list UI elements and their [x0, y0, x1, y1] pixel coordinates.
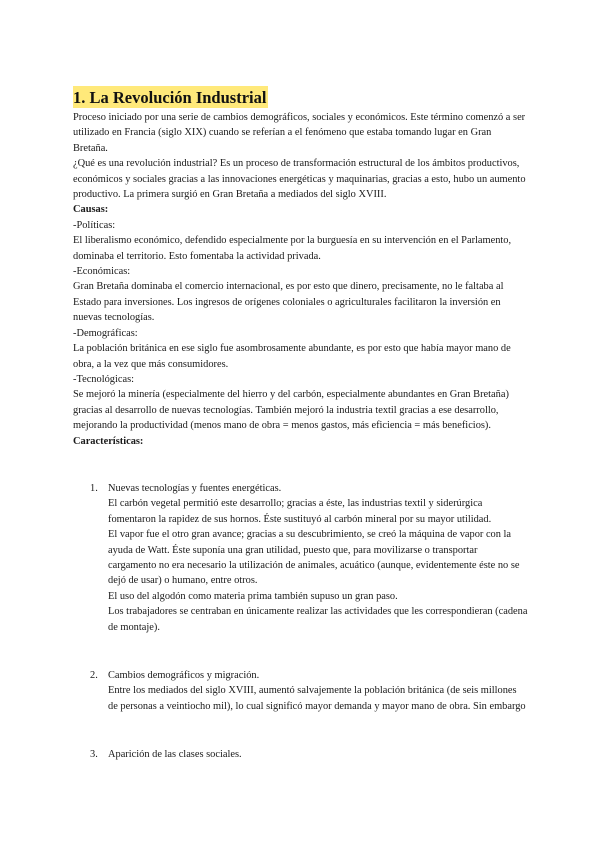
- list-number: 1.: [90, 482, 98, 494]
- causa-text-politicas: El liberalismo económico, defendido especialmente por la burguesía en su intervención en el Parlamento, dominaba el territorio. Esto fomentaba la actividad privada.: [73, 235, 512, 262]
- list-number: 3.: [90, 749, 98, 761]
- section-title: 1. La Revolución Industrial: [73, 88, 267, 107]
- list-item: [73, 668, 528, 714]
- causa-label-tecnologicas: -Tecnológicas:: [73, 373, 135, 385]
- list-item-title: Cambios demográficos y migración.: [108, 670, 260, 681]
- list-item-paragraph: El uso del algodón como materia prima también supuso un gran paso.: [108, 590, 398, 602]
- list-item-paragraph: El carbón vegetal permitió este desarrollo; gracias a éste, las industrias textil y siderúrgica fomentaron la rapidez de sus hornos. Éste sustituyó al carbón mineral por su mayor utilidad.: [108, 498, 492, 525]
- list-item: [73, 481, 528, 635]
- list-item-title: Aparición de las clases sociales.: [108, 749, 242, 761]
- list-item-paragraph: Entre los mediados del siglo XVIII, aumentó salvajemente la población británica (de seis millones de personas a veintiocho mil), lo cual significó mayor demanda y mayor mano de obra. Sin embargo: [108, 685, 526, 712]
- causa-text-economicas: Gran Bretaña dominaba el comercio internacional, es por esto que dinero, precisamente, no le faltaba al Estado para inversiones. Los ingresos de orígenes coloniales o agriculturales facilitaron la inversión en nuevas tecnologías.: [73, 281, 504, 324]
- document-page: [73, 86, 528, 763]
- list-number: 2.: [90, 670, 98, 681]
- intro-paragraph-1: Proceso iniciado por una serie de cambios demográficos, sociales y económicos. Este término comenzó a ser utilizado en Francia (siglo XIX) cuando se referían a el fenómeno que estaba tomando lugar en Gran Bretaña.: [73, 112, 526, 154]
- intro-paragraph-2: ¿Qué es una revolución industrial? Es un proceso de transformación estructural de los ámbitos productivos, económicos y sociales gracias a las innovaciones energéticas y maquinarias, gracias a esto, hubo un aumento productivo. La primera surgió en Gran Bretaña a mediados del siglo XVIII.: [73, 158, 526, 201]
- caracteristicas-heading: Características:: [73, 435, 144, 447]
- causa-text-tecnologicas: Se mejoró la minería (especialmente del hierro y del carbón, especialmente abundantes en Gran Bretaña) gracias al desarrollo de nuevas tecnologías. También mejoró la industria textil gracias a ese desarrollo, mejorando la productividad (menos mano de obra = menos gastos, más eficiencia = más beneficios).: [73, 389, 509, 432]
- list-item-paragraph: El vapor fue el otro gran avance; gracias a su descubrimiento, se creó la máquina de vapor con la ayuda de Watt. Éste suponía una gran utilidad, puesto que, para movilizarse o transportar cargamento no era necesario la utilización de animales, acuático (aunque, evidentemente éste no se dejó de usar) o humano, entre otros.: [108, 529, 520, 587]
- causa-label-demograficas: -Demográficas:: [73, 327, 138, 339]
- causa-label-politicas: -Políticas:: [73, 219, 116, 231]
- list-item: [73, 747, 528, 762]
- caracteristicas-list: [73, 481, 528, 763]
- causa-label-economicas: -Económicas:: [73, 266, 131, 278]
- list-item-title: Nuevas tecnologías y fuentes energéticas.: [108, 482, 282, 494]
- causa-text-demograficas: La población británica en ese siglo fue asombrosamente abundante, es por esto que había mayor mano de obra, a la vez que más consumidores.: [73, 343, 511, 370]
- causas-heading: Causas:: [73, 204, 109, 216]
- list-item-paragraph: Los trabajadores se centraban en únicamente realizar las actividades que les correspondieran (cadena de montaje).: [108, 606, 528, 633]
